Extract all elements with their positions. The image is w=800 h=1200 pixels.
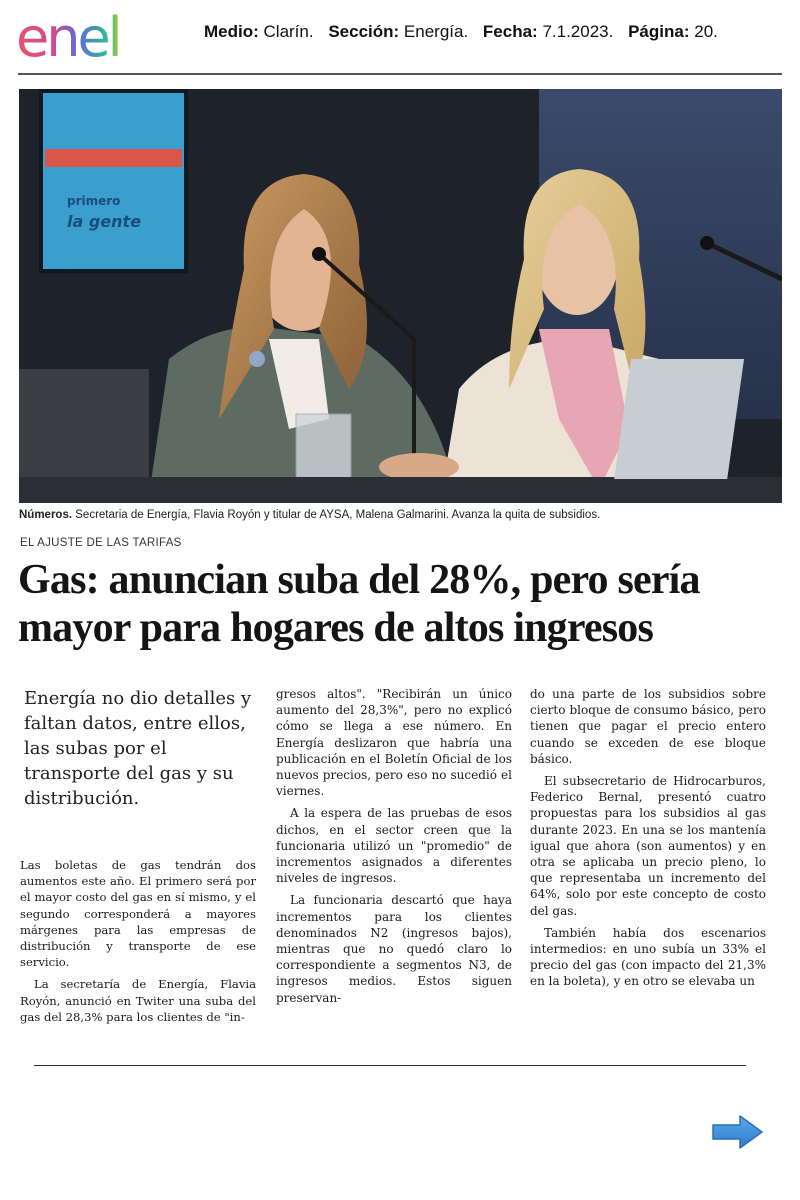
medio-value: Clarín. bbox=[263, 22, 314, 41]
next-page-button[interactable] bbox=[710, 1112, 766, 1152]
paragraph: El subsecretario de Hidrocarburos, Federico Bernal, presentó cuatro propuestas para los subsidios al gas durante 2023. En una se los mantenía igual que ahora (son aumentos) y en otra se aplicaba un precio pleno, lo que representaba un incremento del 64%, solo por este concepto de costo del gas. bbox=[530, 774, 766, 918]
seccion-label: Sección: bbox=[328, 22, 400, 41]
footer-divider bbox=[34, 1065, 746, 1066]
article-column-1 bbox=[20, 686, 256, 1031]
paragraph: También había dos escenarios intermedios: en uno subía un 33% el precio del gas (con impacto del 21,3% en la boleta), y en otro se elevaba un bbox=[530, 925, 766, 989]
enel-logo bbox=[16, 10, 176, 70]
article-kicker: EL AJUSTE DE LAS TARIFAS bbox=[20, 537, 182, 549]
article-photo bbox=[19, 89, 782, 503]
caption-text: Secretaria de Energía, Flavia Royón y titular de AYSA, Malena Galmarini. Avanza la quita de subsidios. bbox=[75, 509, 601, 521]
paragraph: A la espera de las pruebas de esos dichos, en el sector creen que la funcionaria utilizó un "promedio" de incrementos asignados a diferentes niveles de ingresos. bbox=[276, 806, 512, 886]
paragraph: do una parte de los subsidios sobre cierto bloque de consumo básico, pero tienen que pagar el precio entero cuando se exceden de ese bloque básico. bbox=[530, 687, 766, 766]
article-column-3 bbox=[530, 686, 766, 996]
press-conference-illustration bbox=[19, 89, 782, 503]
medio-label: Medio: bbox=[204, 22, 259, 41]
pagina-value: 20. bbox=[694, 22, 718, 41]
fecha-label: Fecha: bbox=[482, 22, 538, 41]
page-header bbox=[0, 0, 800, 78]
article-column-2 bbox=[276, 686, 512, 1012]
paragraph: La funcionaria descartó que haya incrementos para los clientes denominados N2 (ingresos bajos), mientras que no quedó claro lo correspondiente a segmentos N3, de ingresos medios. Estos siguen preservan- bbox=[276, 893, 512, 1005]
paragraph: Las boletas de gas tendrán dos aumentos este año. El primero será por el mayor costo del gas en sí mismo, y el segundo corresponderá a mayores márgenes para las empresas de distribución y transporte de ese servicio. bbox=[20, 858, 256, 970]
right-arrow-icon bbox=[710, 1112, 766, 1152]
pagina-label: Página: bbox=[628, 22, 690, 41]
paragraph: gresos altos". "Recibirán un único aumento del 28,3%", pero no explicó cómo se llega a ese número. En Energía deslizaron que habría una publicación en el Boletín Oficial de los nuevos precios, pero eso no sucedió el viernes. bbox=[276, 687, 512, 799]
article-headline bbox=[18, 556, 788, 652]
fecha-value: 7.1.2023. bbox=[542, 22, 614, 41]
headline-line-2: mayor para hogares de altos ingresos bbox=[18, 605, 654, 651]
paragraph: La secretaría de Energía, Flavia Royón, anunció en Twiter una suba del gas del 28,3% para los clientes de "in- bbox=[20, 977, 256, 1024]
publication-metadata bbox=[204, 22, 718, 42]
article-lead: Energía no dio detalles y faltan datos, entre ellos, las subas por el transporte del gas y su distribución. bbox=[24, 688, 252, 809]
headline-line-1: Gas: anuncian suba del 28%, pero sería bbox=[18, 557, 700, 603]
caption-lead: Números. bbox=[19, 509, 73, 521]
seccion-value: Energía. bbox=[403, 22, 469, 41]
svg-text:la gente: la gente bbox=[67, 212, 142, 231]
svg-text:enel: enel bbox=[16, 10, 120, 69]
header-divider bbox=[18, 73, 782, 75]
svg-text:primero: primero bbox=[67, 194, 121, 208]
photo-caption bbox=[19, 509, 600, 521]
